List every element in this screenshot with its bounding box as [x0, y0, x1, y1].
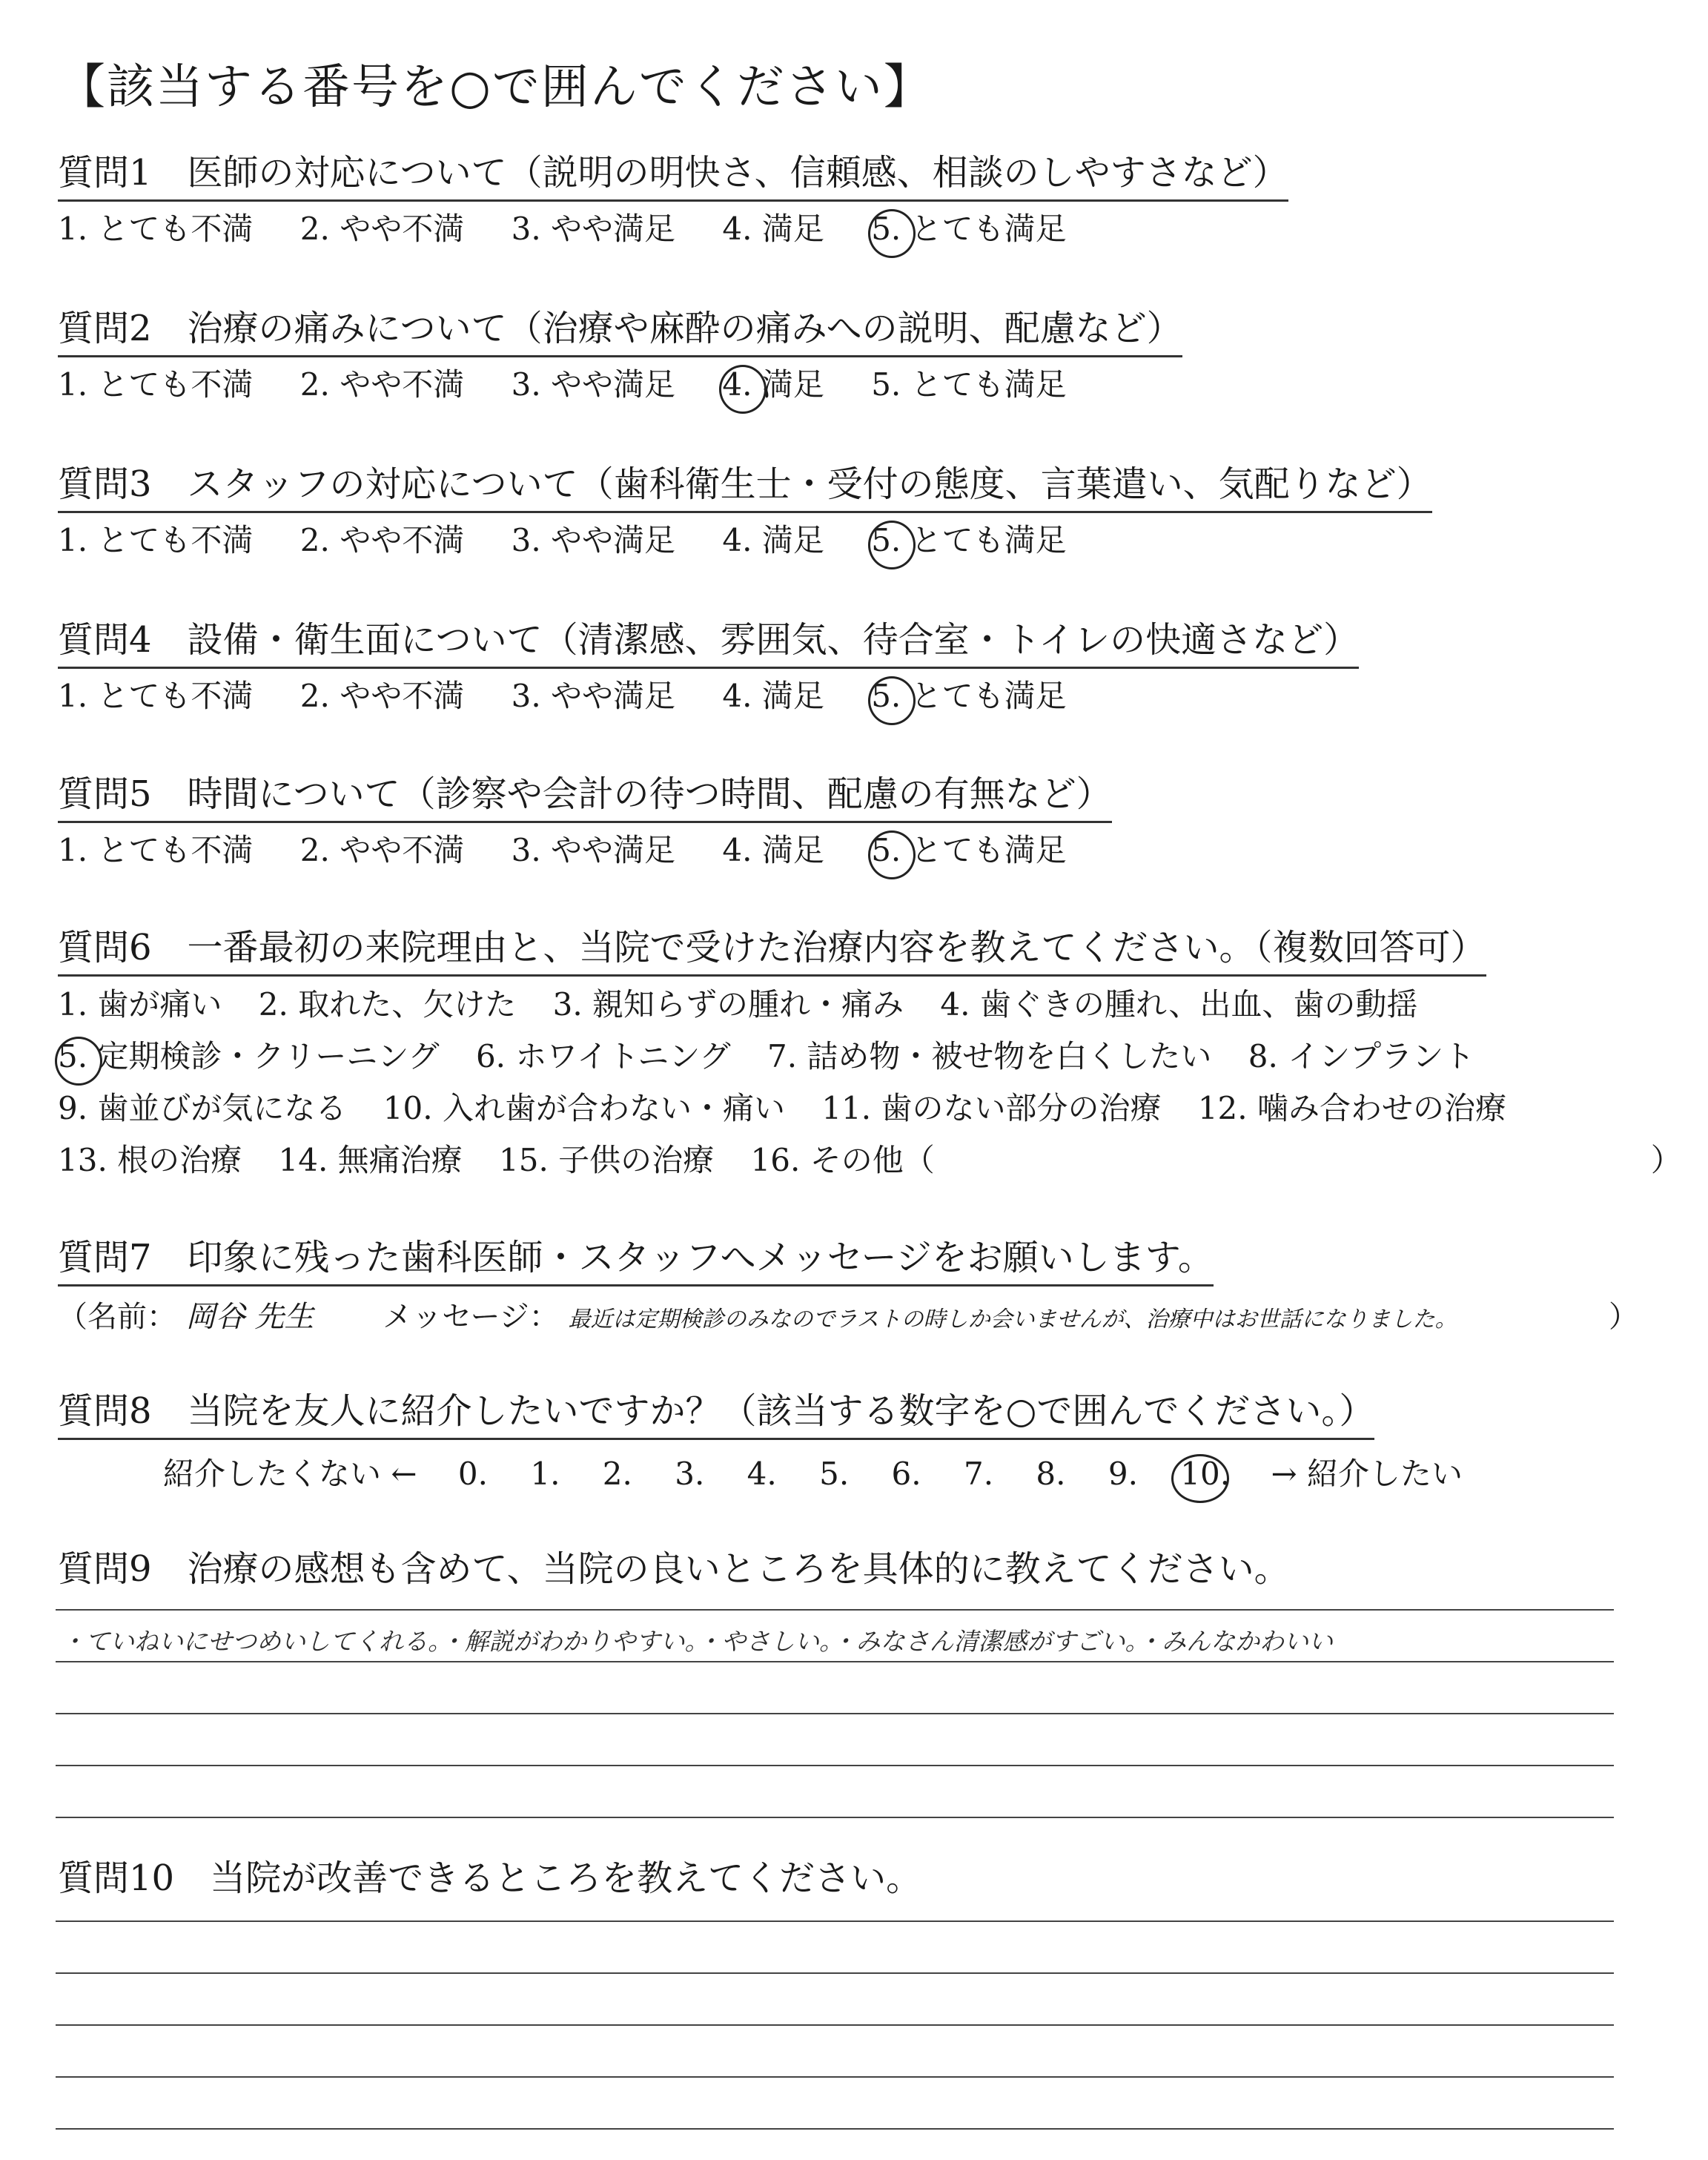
q7-name-label: （名前：	[58, 1300, 176, 1334]
q6-row-3	[58, 1090, 1533, 1127]
q1-option-5[interactable]: 5. とても満足	[871, 211, 1067, 247]
question-2-options	[58, 366, 1104, 403]
q1-option-4[interactable]: 4. 満足	[722, 211, 824, 247]
q3-option-2[interactable]: 2. やや不満	[299, 522, 465, 558]
question-5-options	[58, 832, 1104, 869]
q4-option-2[interactable]: 2. やや不満	[299, 678, 465, 714]
q5-option-3[interactable]: 3. やや満足	[511, 832, 676, 868]
page-title: 【該当する番号を○で囲んでください】	[58, 60, 933, 115]
q6-option-6[interactable]: 6. ホワイトニング	[475, 1038, 731, 1074]
q2-option-4[interactable]: 4. 満足	[722, 366, 824, 403]
q5-option-1[interactable]: 1. とても不満	[58, 832, 254, 868]
q6-row-2	[58, 1038, 1501, 1075]
q1-option-1[interactable]: 1. とても不満	[58, 211, 254, 247]
q6-row-1	[58, 986, 1444, 1023]
q3-option-5[interactable]: 5. とても満足	[871, 522, 1067, 558]
q10-line-4	[56, 2076, 1614, 2078]
q6-option-4[interactable]: 4. 歯ぐきの腫れ、出血、歯の動揺	[940, 986, 1418, 1023]
q8-option-5[interactable]: 5.	[819, 1456, 850, 1492]
question-6-heading: 質問6 一番最初の来院理由と、当院で受けた治療内容を教えてください。（複数回答可）	[58, 927, 1486, 977]
q1-option-2[interactable]: 2. やや不満	[299, 211, 465, 247]
question-5-heading: 質問5 時間について（診察や会計の待つ時間、配慮の有無など）	[58, 773, 1112, 823]
q10-line-1	[56, 1920, 1614, 1922]
question-9-heading: 質問9 治療の感想も含めて、当院の良いところを具体的に教えてください。	[58, 1548, 1290, 1590]
q6-option-13[interactable]: 13. 根の治療	[58, 1142, 242, 1178]
question-8-heading: 質問8 当院を友人に紹介したいですか？（該当する数字を○で囲んでください。）	[58, 1390, 1374, 1440]
q2-option-2[interactable]: 2. やや不満	[299, 366, 465, 403]
q2-option-3[interactable]: 3. やや満足	[511, 366, 676, 403]
q6-option-3[interactable]: 3. 親知らずの腫れ・痛み	[552, 986, 904, 1023]
q6-option-11[interactable]: 11. 歯のない部分の治療	[821, 1090, 1162, 1126]
q9-answer-text[interactable]: ・ていねいにせつめいしてくれる。・解説がわかりやすい。・やさしい。・みなさん清潔感がすごい。・みんなかわいい	[61, 1627, 1333, 1656]
question-3-options	[58, 522, 1104, 559]
q6-option-12[interactable]: 12. 噛み合わせの治療	[1197, 1090, 1506, 1126]
q4-option-3[interactable]: 3. やや満足	[511, 678, 676, 714]
q8-option-7[interactable]: 7.	[963, 1456, 994, 1492]
q10-line-2	[56, 1972, 1614, 1974]
q7-message-value[interactable]: 最近は定期検診のみなのでラストの時しか会いませんが、治療中はお世話になりました。	[568, 1307, 1457, 1332]
q8-option-3[interactable]: 3.	[675, 1456, 705, 1492]
q8-option-9[interactable]: 9.	[1108, 1456, 1138, 1492]
question-10-heading: 質問10 当院が改善できるところを教えてください。	[58, 1857, 922, 1899]
question-3-heading: 質問3 スタッフの対応について（歯科衛生士・受付の態度、言葉遣い、気配りなど）	[58, 463, 1432, 513]
q10-line-3	[56, 2024, 1614, 2026]
question-1-heading: 質問1 医師の対応について（説明の明快さ、信頼感、相談のしやすさなど）	[58, 152, 1288, 202]
q5-option-5[interactable]: 5. とても満足	[871, 832, 1067, 868]
q6-option-14[interactable]: 14. 無痛治療	[278, 1142, 463, 1178]
q2-option-5[interactable]: 5. とても満足	[871, 366, 1067, 403]
q6-option-15[interactable]: 15. 子供の治療	[499, 1142, 715, 1178]
q3-option-3[interactable]: 3. やや満足	[511, 522, 676, 558]
q9-line-5	[56, 1817, 1614, 1818]
q8-option-6[interactable]: 6.	[891, 1456, 921, 1492]
q6-option-5[interactable]: 5. 定期検診・クリーニング	[58, 1038, 440, 1074]
q4-option-1[interactable]: 1. とても不満	[58, 678, 254, 714]
q5-option-4[interactable]: 4. 満足	[722, 832, 824, 868]
q10-line-5	[56, 2128, 1614, 2130]
q5-option-2[interactable]: 2. やや不満	[299, 832, 465, 868]
q7-name-value[interactable]: 岡谷 先生	[185, 1300, 314, 1334]
q9-line-1	[56, 1609, 1614, 1611]
question-1-options	[58, 211, 1104, 248]
q8-option-0[interactable]: 0.	[457, 1456, 488, 1492]
question-7-heading: 質問7 印象に残った歯科医師・スタッフへメッセージをお願いします。	[58, 1237, 1214, 1287]
q6-option-16[interactable]: 16. その他（ ）	[750, 1142, 1682, 1178]
q1-option-3[interactable]: 3. やや満足	[511, 211, 676, 247]
q8-option-2[interactable]: 2.	[602, 1456, 632, 1492]
q9-line-4	[56, 1765, 1614, 1766]
q4-option-4[interactable]: 4. 満足	[722, 678, 824, 714]
q3-option-1[interactable]: 1. とても不満	[58, 522, 254, 558]
q6-row-4	[58, 1142, 1708, 1179]
q8-option-8[interactable]: 8.	[1036, 1456, 1066, 1492]
q8-option-4[interactable]: 4.	[747, 1456, 777, 1492]
q8-left-label: 紹介したくない ←	[163, 1456, 417, 1492]
q6-option-10[interactable]: 10. 入れ歯が合わない・痛い	[383, 1090, 785, 1126]
q4-option-5[interactable]: 5. とても満足	[871, 678, 1067, 714]
q3-option-4[interactable]: 4. 満足	[722, 522, 824, 558]
q8-scale	[163, 1450, 1463, 1494]
q8-right-label: → 紹介したい	[1271, 1456, 1463, 1492]
q6-option-9[interactable]: 9. 歯並びが気になる	[58, 1090, 347, 1126]
q7-close-paren: ）	[1609, 1300, 1638, 1334]
q2-option-1[interactable]: 1. とても不満	[58, 366, 254, 403]
q8-option-1[interactable]: 1.	[530, 1456, 560, 1492]
q6-option-1[interactable]: 1. 歯が痛い	[58, 986, 222, 1023]
q8-option-10[interactable]: 10.	[1180, 1456, 1231, 1492]
q9-line-3	[56, 1713, 1614, 1714]
question-2-heading: 質問2 治療の痛みについて（治療や麻酔の痛みへの説明、配慮など）	[58, 308, 1182, 357]
q7-answer-row	[58, 1299, 1638, 1335]
q7-message-label: メッセージ：	[383, 1300, 559, 1334]
question-4-heading: 質問4 設備・衛生面について（清潔感、雰囲気、待合室・トイレの快適さなど）	[58, 619, 1359, 669]
q6-option-8[interactable]: 8. インプラント	[1248, 1038, 1475, 1074]
question-4-options	[58, 678, 1104, 715]
q6-option-2[interactable]: 2. 取れた、欠けた	[258, 986, 517, 1023]
q6-option-7[interactable]: 7. 詰め物・被せ物を白くしたい	[767, 1038, 1212, 1074]
q9-line-2	[56, 1661, 1614, 1662]
